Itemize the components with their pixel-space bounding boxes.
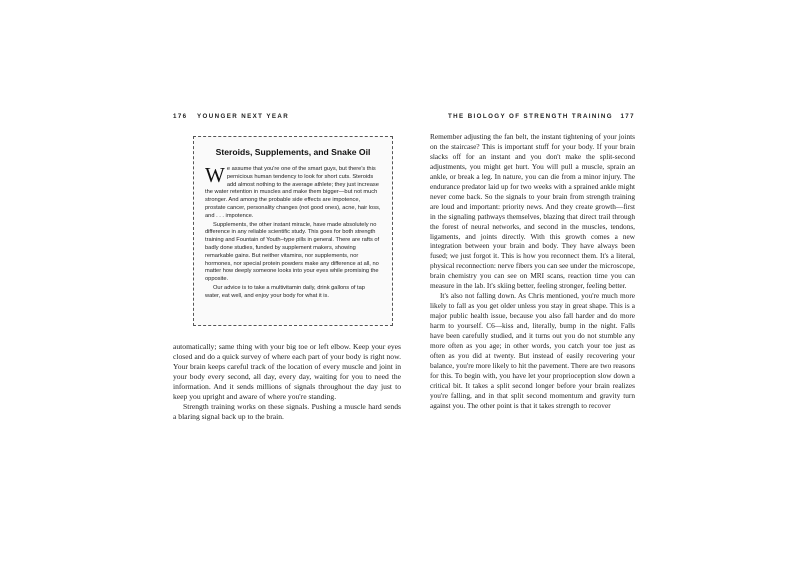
left-running-title: YOUNGER NEXT YEAR [197,113,290,120]
right-body-paragraph-1: Remember adjusting the fan belt, the instant tightening of your joints on the staircase? This is important stuff for your body. If your brain slacks off for an instant and you don't make the split-second adjustments, you might get hurt. You will pull a muscle, sprain an ankle, or break a leg. In nature, you can die from a minor injury. The endurance predator laid up for two weeks with a sprained ankle might never come back. So the signals to your brain from strength training are loud and important: priority news. And they create growth—first in the signaling pathways themselves, blazing that direct trail through the forest of neural networks, and second in the muscles, tendons, ligaments, and joints directly. With this growth comes a new integration between your brain and body. They have always been fused; we just forgot it. This is how you reconnect them. It's a literal, physical reconnection: nerve fibers you can see under the microscope, brain chemistry you can see on MRI scans, reaction time you can measure in the lab. It's skiing better, feeling stronger, feeling better. [430,132,635,291]
right-page [430,0,635,570]
sidebar-box [193,136,393,326]
left-running-head [173,113,401,125]
right-running-title: THE BIOLOGY OF STRENGTH TRAINING [448,113,613,120]
sidebar-paragraph-1-text: e assume that you're one of the smart guys, but there's this pernicious human tendency to look for short cuts. Steroids add almost nothing to the average athlete; they just increase the water retention in muscles and make them bigger—but not much stronger. And among the probable side effects are impotence, prostate cancer, personality changes (not good ones), acne, hair loss, and . . . impotence. [205,166,381,219]
left-body-text [173,342,401,422]
left-body-paragraph-2: Strength training works on these signals. Pushing a muscle hard sends a blaring signal back up to the brain. [173,401,401,421]
sidebar-paragraph-1 [205,163,381,221]
left-page [173,0,401,570]
right-body-paragraph-2: It's also not falling down. As Chris mentioned, you're much more likely to fall as you get older unless you stay in great shape. This is a major public health issue, because you also fall harder and do more harm to yourself. C6—kiss and, literally, bump in the night. Falls have been carefully studied, and it turns out you do not stumble any more often as you age; in other words, you catch your toe just as often as you did at twenty. But instead of easily recovering your balance, you're more likely to hit the pavement. There are two reasons for this. To begin with, you have let your proprioception slow down a critical bit. It takes a split second longer before your brain realizes you're falling, and in that split second momentum and gravity turn against you. The other point is that it takes strength to recover [430,291,635,410]
left-page-number: 176 [173,113,188,120]
sidebar-title: Steroids, Supplements, and Snake Oil [215,147,371,157]
sidebar-paragraph-2: Supplements, the other instant miracle, have made absolutely no difference in any reliable scientific study. This goes for both strength training and Fountain of Youth–type pills in general. There are rafts of badly done studies, funded by supplement makers, showing remarkable gains. But neither vitamins, nor supplements, nor hormones, nor special protein powders make any difference at all, no matter how deeply someone looks into your eyes while promising the opposite. [205,221,380,283]
drop-cap: W [205,163,225,187]
left-body-paragraph-1: automatically; same thing with your big toe or left elbow. Keep your eyes closed and do a quick survey of where each part of your body is right now. Your brain keeps careful track of the location of every muscle and joint in your body every second, all day, every day, waiting for you to need the information. And it sends millions of signals throughout the day just to keep you upright and aware of where you're standing. [173,342,401,401]
sidebar-paragraph-3: Our advice is to take a multivitamin daily, drink gallons of tap water, eat well, and enjoy your body for what it is. [205,284,365,299]
right-running-head [430,113,635,125]
right-body-text [430,132,635,411]
right-page-number: 177 [620,113,635,120]
